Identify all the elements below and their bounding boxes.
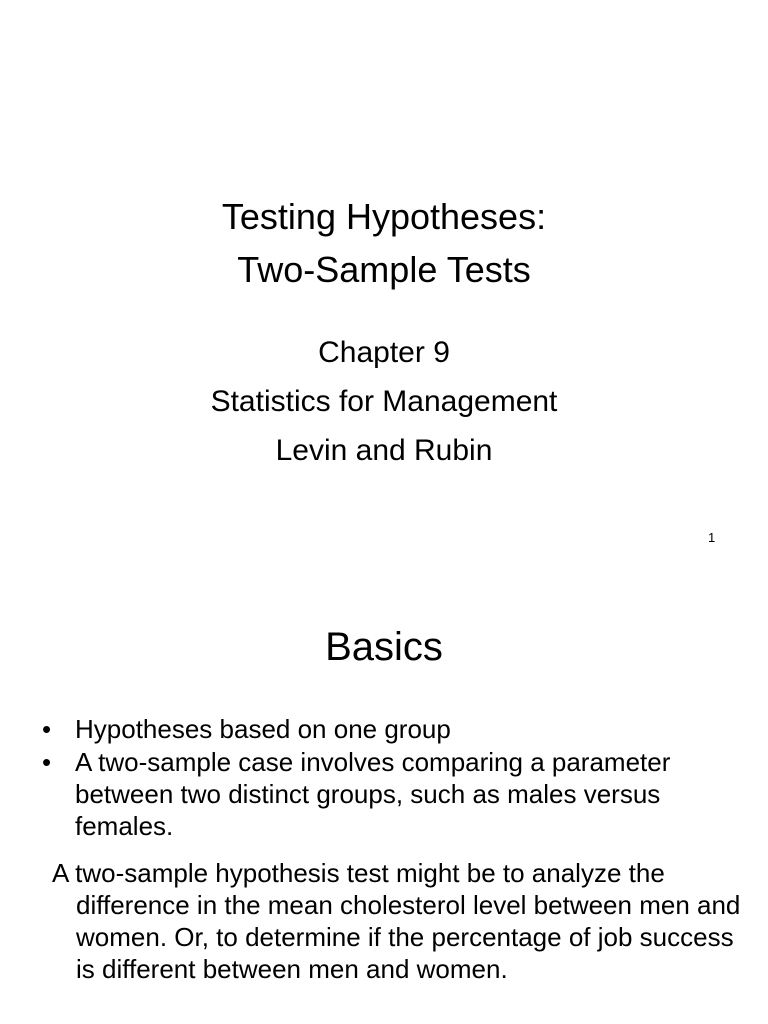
bullet-text: A two-sample case involves comparing a parameter between two distinct groups, such as males versus females. (75, 747, 671, 841)
chapter-label: Chapter 9 (318, 336, 450, 369)
book-title: Statistics for Management (210, 385, 558, 418)
authors: Levin and Rubin (275, 434, 493, 467)
basics-slide (0, 576, 768, 1024)
slide-title-line-2: Two-Sample Tests (237, 249, 531, 290)
bullet-text: Hypotheses based on one group (75, 714, 451, 744)
bullet-item (42, 746, 742, 842)
slide-title-line-1: Testing Hypotheses: (221, 196, 547, 237)
page-number: 1 (708, 530, 716, 545)
bullet-dot-icon: • (42, 747, 52, 777)
bullet-item (42, 713, 742, 745)
slide-heading: Basics (325, 625, 443, 669)
bullet-dot-icon: • (42, 714, 52, 744)
body-paragraph: A two-sample hypothesis test might be to analyze the difference in the mean cholesterol level between men and women. Or, to determine if the percentage of job success is different between men and women. (52, 858, 741, 984)
bullet-list (42, 713, 742, 843)
